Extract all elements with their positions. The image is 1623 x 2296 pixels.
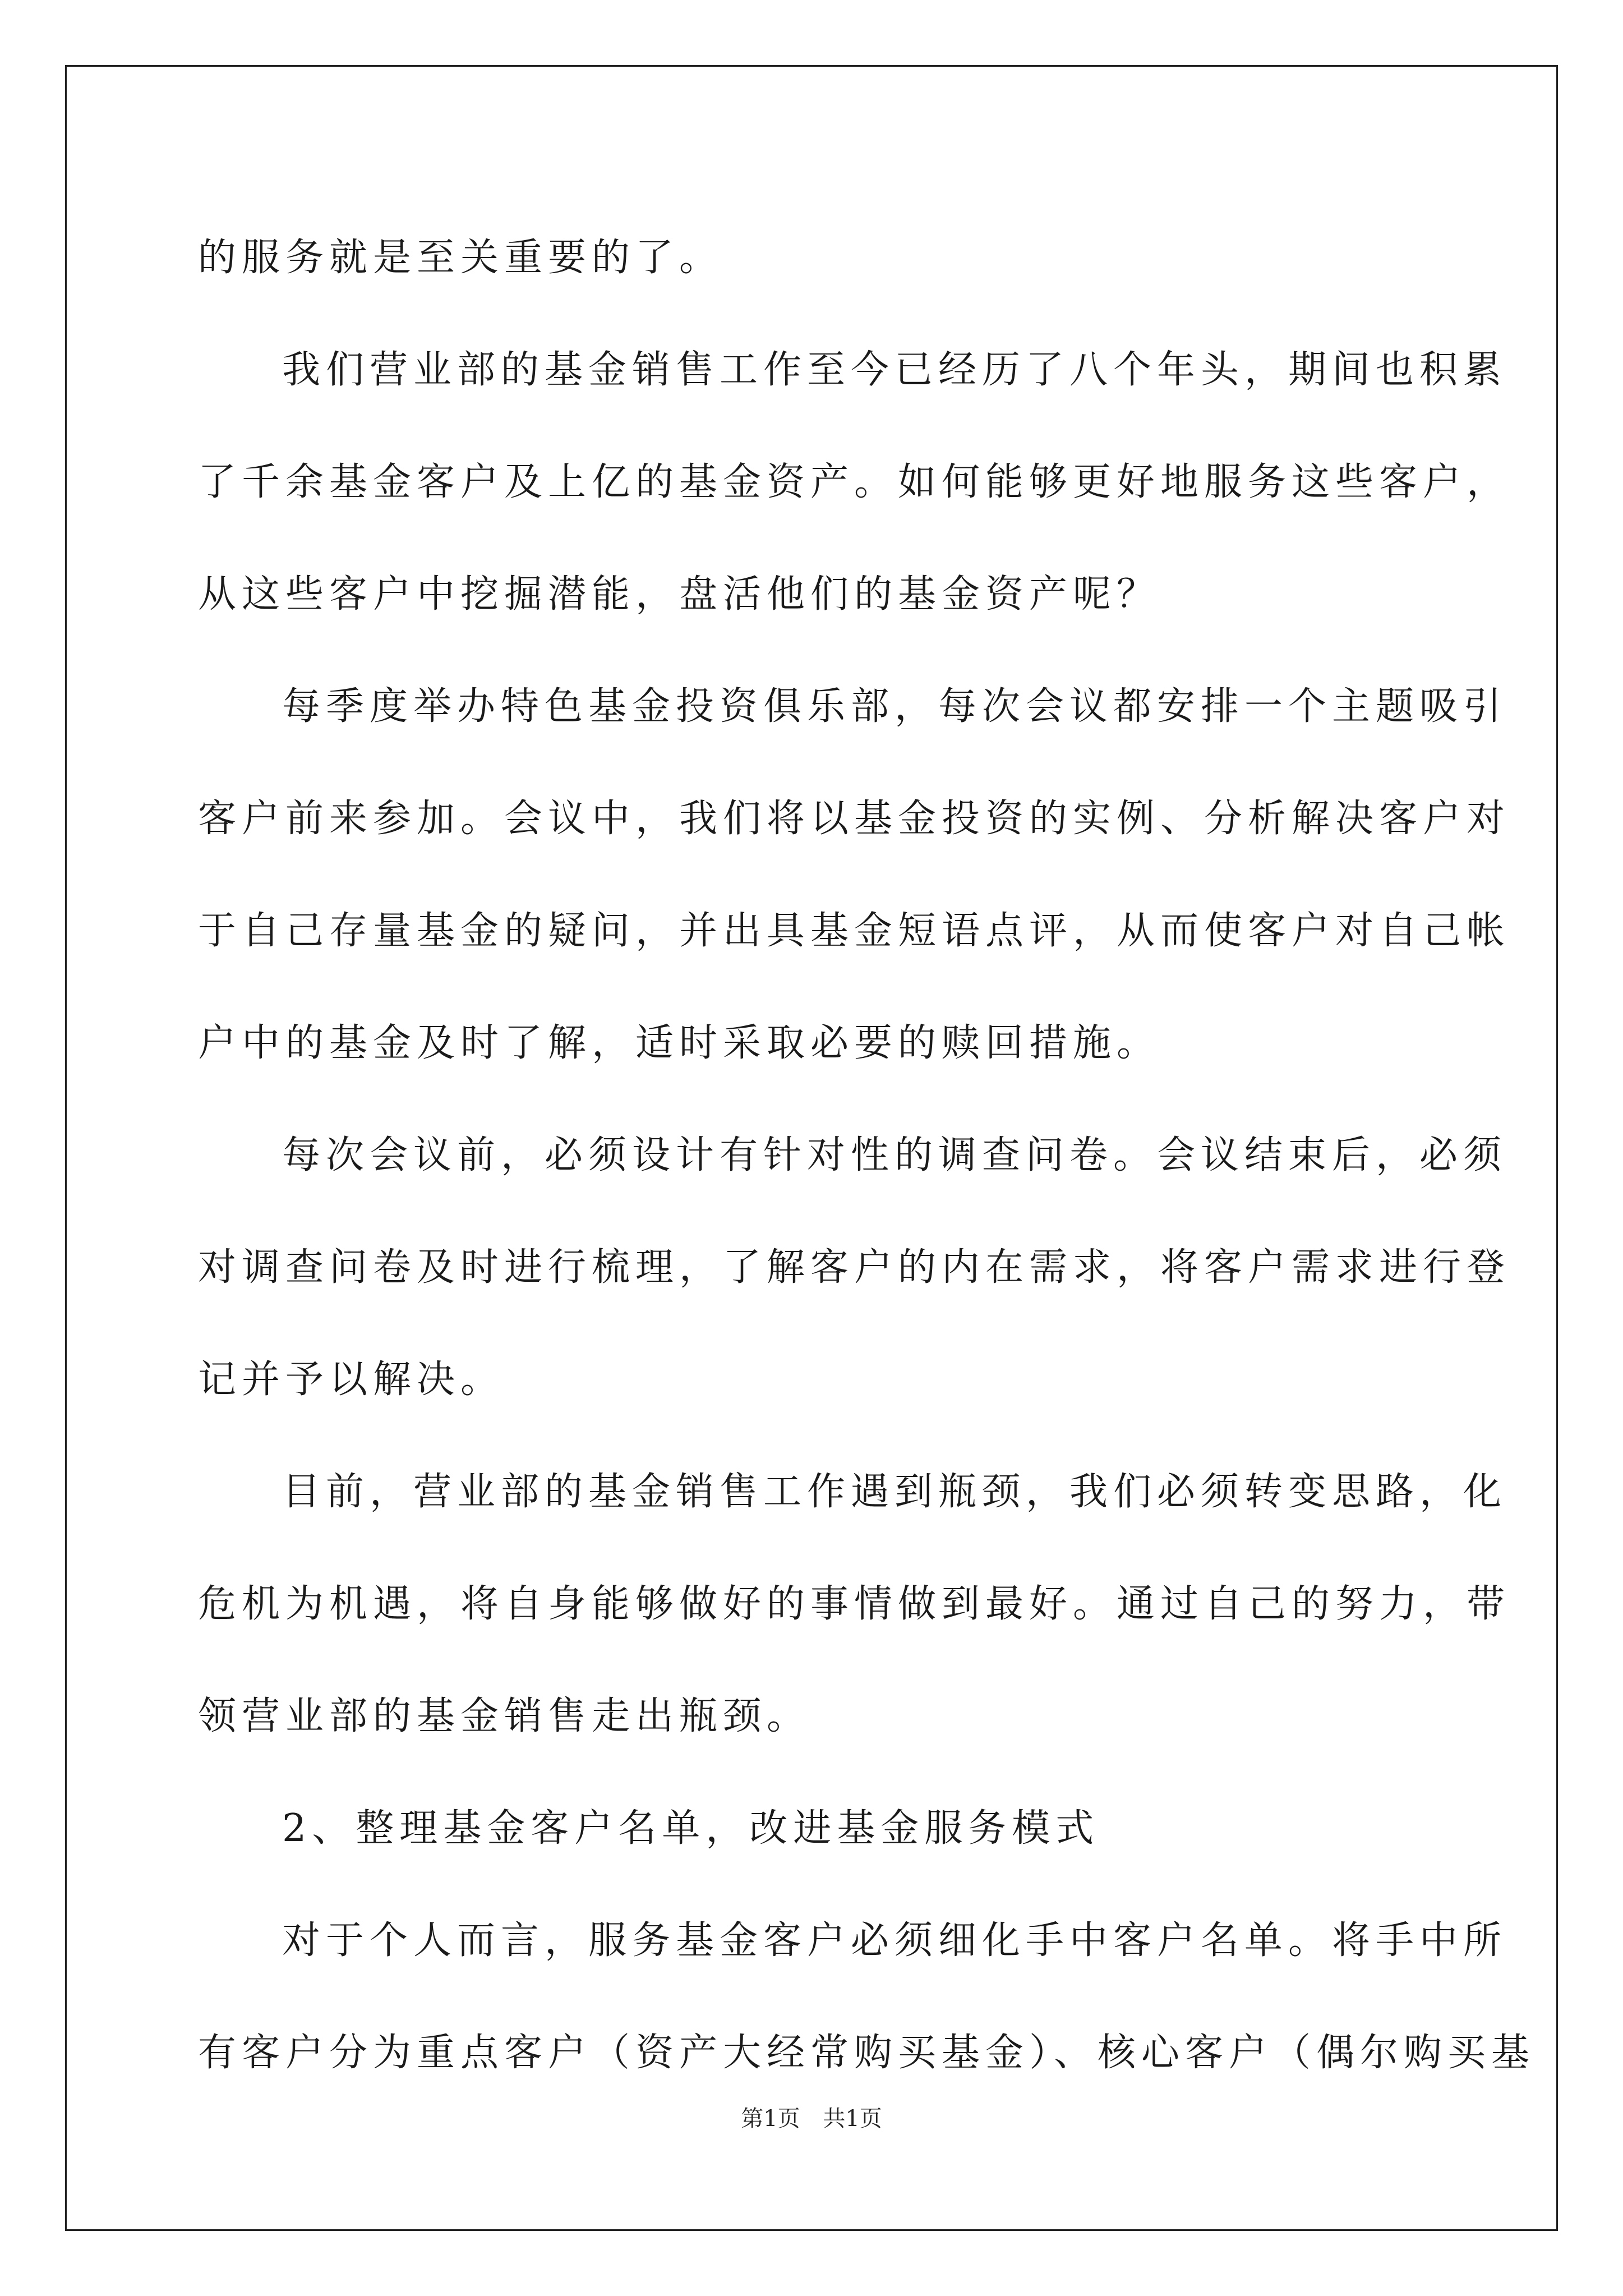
text-line: 了千余基金客户及上亿的基金资产。如何能够更好地服务这些客户， xyxy=(198,460,1511,504)
text-line: 目前，营业部的基金销售工作遇到瓶颈，我们必须转变思路，化 xyxy=(282,1470,1507,1514)
text-line: 对调查问卷及时进行梳理，了解客户的内在需求，将客户需求进行登 xyxy=(198,1245,1511,1290)
text-line: 每次会议前，必须设计有针对性的调查问卷。会议结束后，必须 xyxy=(282,1133,1507,1177)
page-number-current: 第1页 xyxy=(741,2106,800,2132)
paragraph xyxy=(198,1436,1511,1773)
paragraph xyxy=(198,1773,1432,1885)
text-line: 对于个人而言，服务基金客户必须细化手中客户名单。将手中所 xyxy=(282,1918,1507,1963)
text-line: 从这些客户中挖掘潜能，盘活他们的基金资产呢？ xyxy=(198,572,1161,616)
paragraph xyxy=(198,314,1511,651)
text-line: 我们营业部的基金销售工作至今已经历了八个年头，期间也积累 xyxy=(282,348,1507,392)
text-line: 每季度举办特色基金投资俱乐部，每次会议都安排一个主题吸引 xyxy=(282,684,1507,729)
text-line: 户中的基金及时了解，适时采取必要的赎回措施。 xyxy=(198,1021,1161,1065)
text-line: 有客户分为重点客户（资产大经常购买基金）、核心客户（偶尔购买基 xyxy=(198,2031,1536,2075)
text-line: 的服务就是至关重要的了。 xyxy=(198,236,723,280)
page-number-total: 共1页 xyxy=(823,2106,882,2132)
text-line: 记并予以解决。 xyxy=(198,1358,505,1402)
document-body xyxy=(198,202,1536,2109)
page-footer xyxy=(0,2101,1623,2133)
text-line: 危机为机遇，将自身能够做好的事情做到最好。通过自己的努力，带 xyxy=(198,1582,1511,1626)
paragraph xyxy=(198,1885,1536,2109)
paragraph xyxy=(198,202,1432,314)
paragraph xyxy=(198,651,1511,1099)
text-line: 于自己存量基金的疑问，并出具基金短语点评，从而使客户对自己帐 xyxy=(198,909,1511,953)
paragraph xyxy=(198,1099,1511,1436)
text-line: 2、整理基金客户名单，改进基金服务模式 xyxy=(282,1806,1100,1851)
text-line: 客户前来参加。会议中，我们将以基金投资的实例、分析解决客户对 xyxy=(198,797,1511,841)
text-line: 领营业部的基金销售走出瓶颈。 xyxy=(198,1694,811,1738)
